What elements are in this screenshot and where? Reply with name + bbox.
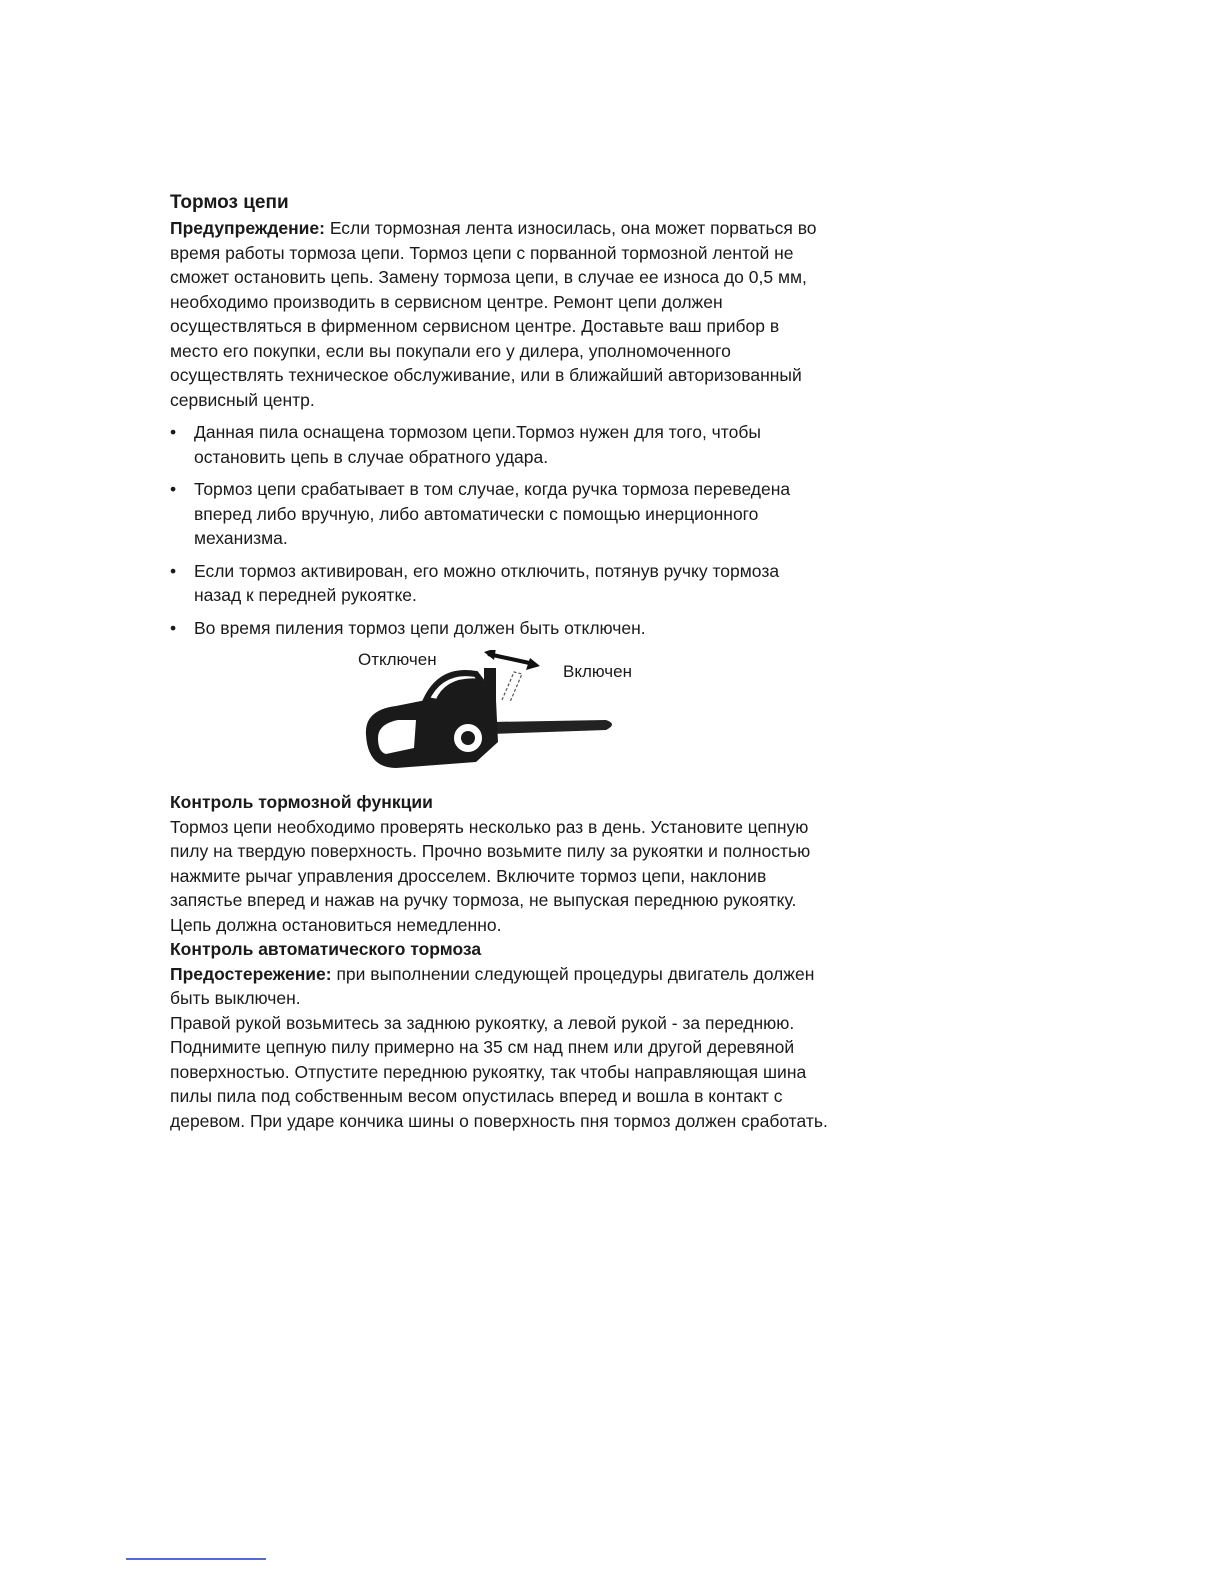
chain-brake-bullet-list	[170, 420, 830, 640]
chain-brake-title: Тормоз цепи	[170, 192, 289, 213]
list-item: • Данная пила оснащена тормозом цепи.Тормоз нужен для того, чтобы остановить цепь в случае обратного удара.	[170, 420, 830, 469]
warning-text: Если тормозная лента износилась, она может порваться во время работы тормоза цепи. Тормоз цепи с порванной тормозной лентой не сможет остановить цепь. Замену тормоза цепи, в случае ее износа до 0,5 мм, необходимо производить в сервисном центре. Ремонт цепи должен осуществляться в фирменном сервисном центре. Доставьте ваш прибор в место его покупки, если вы покупали его у дилера, уполномоченного осуществлять техническое обслуживание, или в ближайший авторизованный сервисный центр.	[170, 218, 817, 410]
auto-brake-title: Контроль автоматического тормоза	[170, 939, 482, 959]
page-content	[170, 190, 830, 1133]
footer-divider	[126, 1558, 266, 1560]
caution-text: при выполнении следующей процедуры двигатель должен быть выключен.	[170, 963, 815, 1008]
brake-check-title: Контроль тормозной функции	[170, 792, 433, 812]
list-item: • Тормоз цепи срабатывает в том случае, когда ручка тормоза переведена вперед либо вручную, либо автоматически с помощью инерционного механизма.	[170, 477, 830, 551]
chain-brake-warning	[170, 216, 830, 412]
brake-check-text: Тормоз цепи необходимо проверять несколько раз в день. Установите цепную пилу на твердую поверхность. Прочно возьмите пилу за рукоятки и полностью нажмите рычаг управления дросселем. Включите тормоз цепи, наклонив запястье вперед и нажав на ручку тормоза, не выпуская переднюю рукоятку. Цепь должна остановиться немедленно.	[170, 816, 811, 935]
list-item: • Во время пиления тормоз цепи должен быть отключен.	[170, 616, 830, 641]
auto-brake-caution	[170, 962, 830, 1011]
figure-label-off: Отключен	[358, 650, 437, 669]
auto-brake-text: Правой рукой возьмитесь за заднюю рукоятку, а левой рукой - за переднюю. Поднимите цепную пилу примерно на 35 см над пнем или другой деревяной поверхностью. Отпустите переднюю рукоятку, так чтобы направляющая шина пилы пила под собственным весом опустилась вперед и вошла в контакт с деревом. При ударе кончика шины о поверхность пня тормоз должен сработать.	[170, 1012, 828, 1131]
caution-label: Предостережение:	[170, 963, 332, 984]
chainsaw-figure	[170, 650, 830, 790]
list-item: • Если тормоз активирован, его можно отключить, потянув ручку тормоза назад к передней рукоятке.	[170, 559, 830, 608]
warning-label: Предупреждение:	[170, 218, 325, 238]
figure-label-on: Включен	[563, 662, 632, 681]
